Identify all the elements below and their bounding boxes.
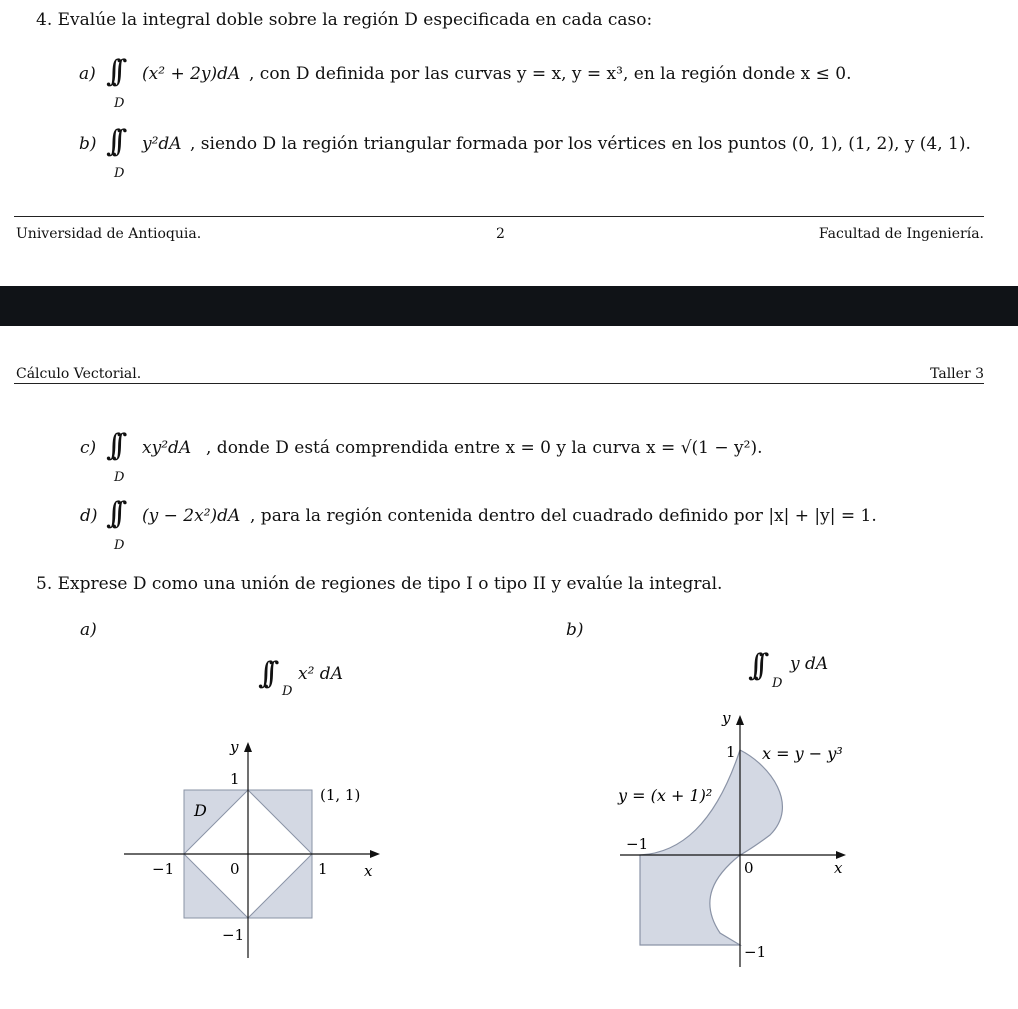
item-4b-text: , siendo D la región triangular formada por los vértices en los puntos (0, 1), (1, 2), y (4, 1).: [190, 134, 971, 154]
region-subscript: D: [114, 96, 125, 111]
figure-a: [110, 730, 400, 970]
item-4a-label: a): [79, 64, 96, 84]
footer-left: Universidad de Antioquia.: [16, 226, 202, 242]
page-break-bar: [0, 286, 1018, 326]
header-right: Taller 3: [930, 366, 984, 382]
item-5b-label: b): [566, 620, 584, 640]
item-4c-integrand: xy²dA: [142, 438, 192, 458]
double-integral-sign: ∫∫: [258, 656, 270, 691]
item-5b-integrand: y dA: [790, 654, 829, 674]
double-integral-sign: ∫∫: [106, 124, 118, 159]
tick-y-top: 1: [726, 743, 736, 761]
x-axis-arrow: [370, 850, 380, 858]
tick-y-bottom: −1: [222, 926, 245, 944]
tick-x-right: 1: [318, 860, 328, 878]
region-d-shaded: [640, 750, 782, 945]
item-5a-integrand: x² dA: [298, 664, 343, 684]
tick-x-left: −1: [152, 860, 175, 878]
item-4d-label: d): [80, 506, 98, 526]
double-integral-sign: ∫∫: [748, 648, 760, 683]
x-axis-arrow: [836, 851, 846, 859]
footer-rule: [14, 216, 984, 217]
tick-x-left: −1: [626, 835, 649, 853]
item-4c-text: , donde D está comprendida entre x = 0 y la curva x = √(1 − y²).: [206, 438, 763, 458]
region-subscript: D: [114, 166, 125, 181]
item-5a-label: a): [80, 620, 97, 640]
double-integral-sign: ∫∫: [106, 428, 118, 463]
item-4c-label: c): [80, 438, 97, 458]
item-4a-integrand: (x² + 2y)dA: [142, 64, 241, 84]
region-subscript: D: [282, 684, 293, 699]
double-integral-sign: ∫∫: [106, 496, 118, 531]
item-4d-text: , para la región contenida dentro del cuadrado definido por |x| + |y| = 1.: [250, 506, 877, 526]
tick-x-origin: 0: [744, 859, 754, 877]
x-axis-label: x: [364, 862, 373, 880]
tick-y-bottom: −1: [744, 943, 767, 961]
header-rule: [14, 383, 984, 384]
region-subscript: D: [772, 676, 783, 691]
problem-4-heading: 4. Evalúe la integral doble sobre la región D especificada en cada caso:: [36, 10, 653, 30]
tick-x-origin: 0: [230, 860, 240, 878]
region-subscript: D: [114, 538, 125, 553]
footer-right: Facultad de Ingeniería.: [818, 226, 984, 242]
header-left: Cálculo Vectorial.: [16, 366, 142, 382]
item-4d-integrand: (y − 2x²)dA: [142, 506, 241, 526]
problem-5-heading: 5. Exprese D como una unión de regiones de tipo I o tipo II y evalúe la integral.: [36, 574, 723, 594]
item-4b-integrand: y²dA: [142, 134, 182, 154]
region-label: D: [194, 801, 207, 820]
y-axis-arrow: [736, 715, 744, 725]
point-label: (1, 1): [320, 786, 361, 804]
y-axis-arrow: [244, 742, 252, 752]
item-4a-text: , con D definida por las curvas y = x, y = x³, en la región donde x ≤ 0.: [249, 64, 852, 84]
y-axis-label: y: [722, 709, 731, 727]
figure-b: [600, 705, 880, 975]
x-axis-label: x: [834, 859, 843, 877]
item-4b-label: b): [79, 134, 97, 154]
curve-left-label: y = (x + 1)²: [618, 786, 713, 805]
tick-y-top: 1: [230, 770, 240, 788]
double-integral-sign: ∫∫: [106, 54, 118, 89]
curve-right-label: x = y − y³: [762, 744, 843, 763]
region-subscript: D: [114, 470, 125, 485]
footer-page-number: 2: [496, 226, 505, 242]
y-axis-label: y: [230, 738, 239, 756]
